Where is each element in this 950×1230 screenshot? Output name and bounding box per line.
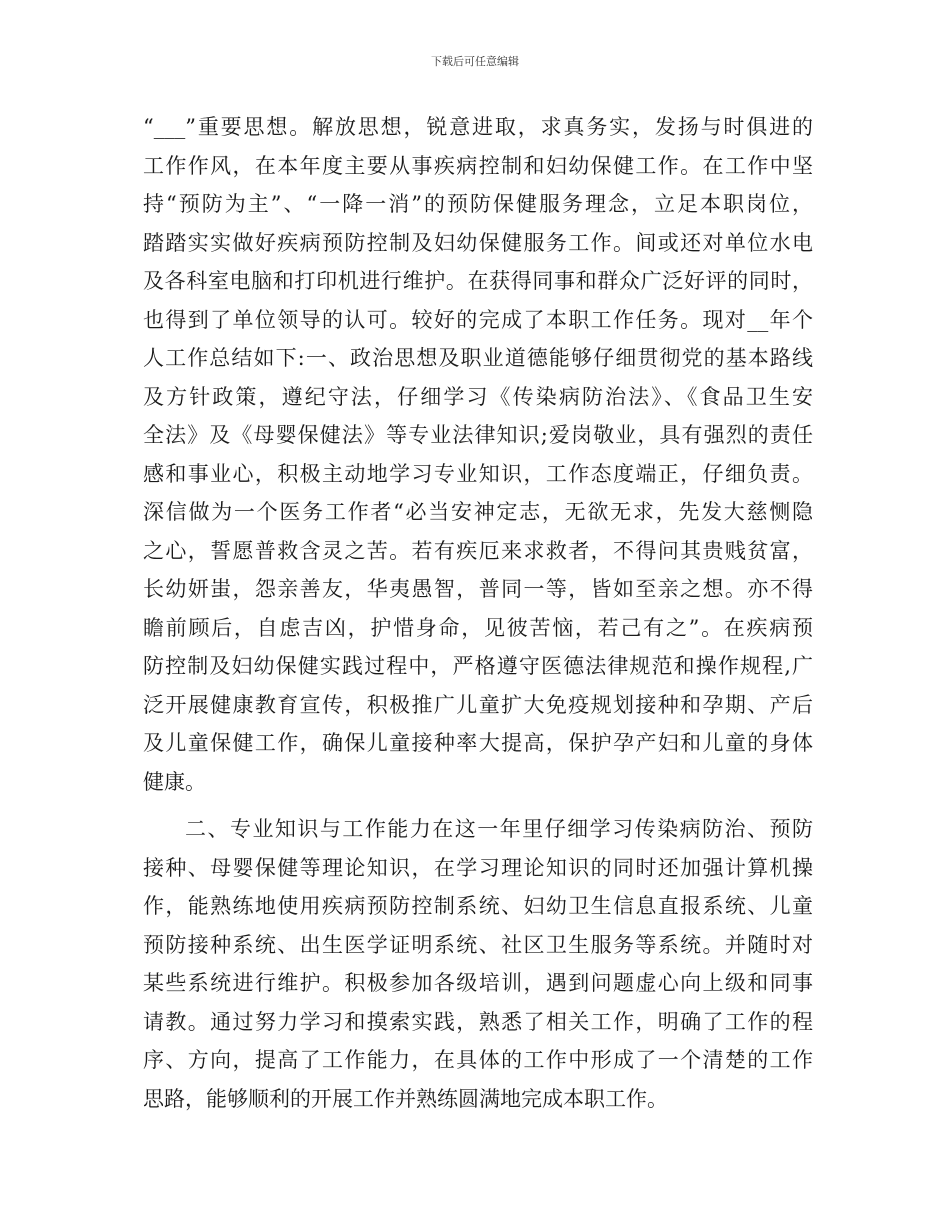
text-line: 及方针政策，遵纪守法，仔细学习《传染病防治法》、《食品卫生安 — [143, 384, 813, 409]
paragraph-2 — [143, 810, 813, 1118]
text-line: 作，能熟练地使用疾病预防控制系统、妇幼卫生信息直报系统、儿童 — [143, 894, 813, 918]
text-line: 某些系统进行维护。积极参加各级培训，遇到问题虚心向上级和同事 — [143, 971, 813, 995]
text-line: “___”重要思想。解放思想，锐意进取，求真务实，发扬与时俱进的 — [143, 115, 813, 139]
text-line: 工作作风，在本年度主要从事疾病控制和妇幼保健工作。在工作中坚 — [143, 153, 813, 178]
page-header: 下载后可任意编辑 — [431, 55, 519, 68]
text-line: 也得到了单位领导的认可。较好的完成了本职工作任务。现对__年个 — [143, 307, 813, 332]
text-line: 全法》及《母婴保健法》等专业法律知识;爱岗敬业，具有强烈的责任 — [143, 423, 813, 447]
text-line: 长幼妍蚩，怨亲善友，华夷愚智，普同一等，皆如至亲之想。亦不得 — [143, 577, 813, 601]
text-line: 二、专业知识与工作能力在这一年里仔细学习传染病防治、预防 — [185, 817, 813, 841]
text-line: 人工作总结如下:一、政治思想及职业道德能够仔细贯彻党的基本路线 — [143, 346, 813, 370]
text-line: 深信做为一个医务工作者“必当安神定志，无欲无求，先发大慈恻隐 — [143, 500, 813, 524]
text-line: 持“预防为主”、“一降一消”的预防保健服务理念，立足本职岗位， — [143, 192, 813, 216]
text-line: 之心，誓愿普救含灵之苦。若有疾厄来求救者，不得问其贵贱贫富， — [143, 538, 813, 563]
text-line: 序、方向，提高了工作能力，在具体的工作中形成了一个清楚的工作 — [143, 1048, 813, 1072]
text-line: 及儿童保健工作，确保儿童接种率大提高，保护孕产妇和儿童的身体 — [143, 731, 813, 755]
text-line: 及各科室电脑和打印机进行维护。在获得同事和群众广泛好评的同时， — [143, 269, 813, 293]
text-line: 预防接种系统、出生医学证明系统、社区卫生服务等系统。并随时对 — [143, 932, 813, 957]
paragraph-1 — [143, 108, 813, 801]
text-line: 防控制及妇幼保健实践过程中，严格遵守医德法律规范和操作规程,广 — [143, 654, 813, 678]
text-line: 请教。通过努力学习和摸索实践，熟悉了相关工作，明确了工作的程 — [143, 1009, 813, 1034]
text-line: 健康。 — [143, 769, 206, 794]
text-line: 踏踏实实做好疾病预防控制及妇幼保健服务工作。间或还对单位水电 — [143, 230, 813, 255]
text-line: 接种、母婴保健等理论知识，在学习理论知识的同时还加强计算机操 — [143, 855, 813, 880]
document-body — [143, 108, 813, 1118]
text-line: 感和事业心，积极主动地学习专业知识，工作态度端正，仔细负责。 — [143, 461, 813, 486]
text-line: 思路，能够顺利的开展工作并熟练圆满地完成本职工作。 — [143, 1086, 668, 1111]
text-line: 瞻前顾后，自虑吉凶，护惜身命，见彼苦恼，若己有之”。在疾病预 — [143, 615, 813, 640]
text-line: 泛开展健康教育宣传，积极推广儿童扩大免疫规划接种和孕期、产后 — [143, 692, 813, 717]
